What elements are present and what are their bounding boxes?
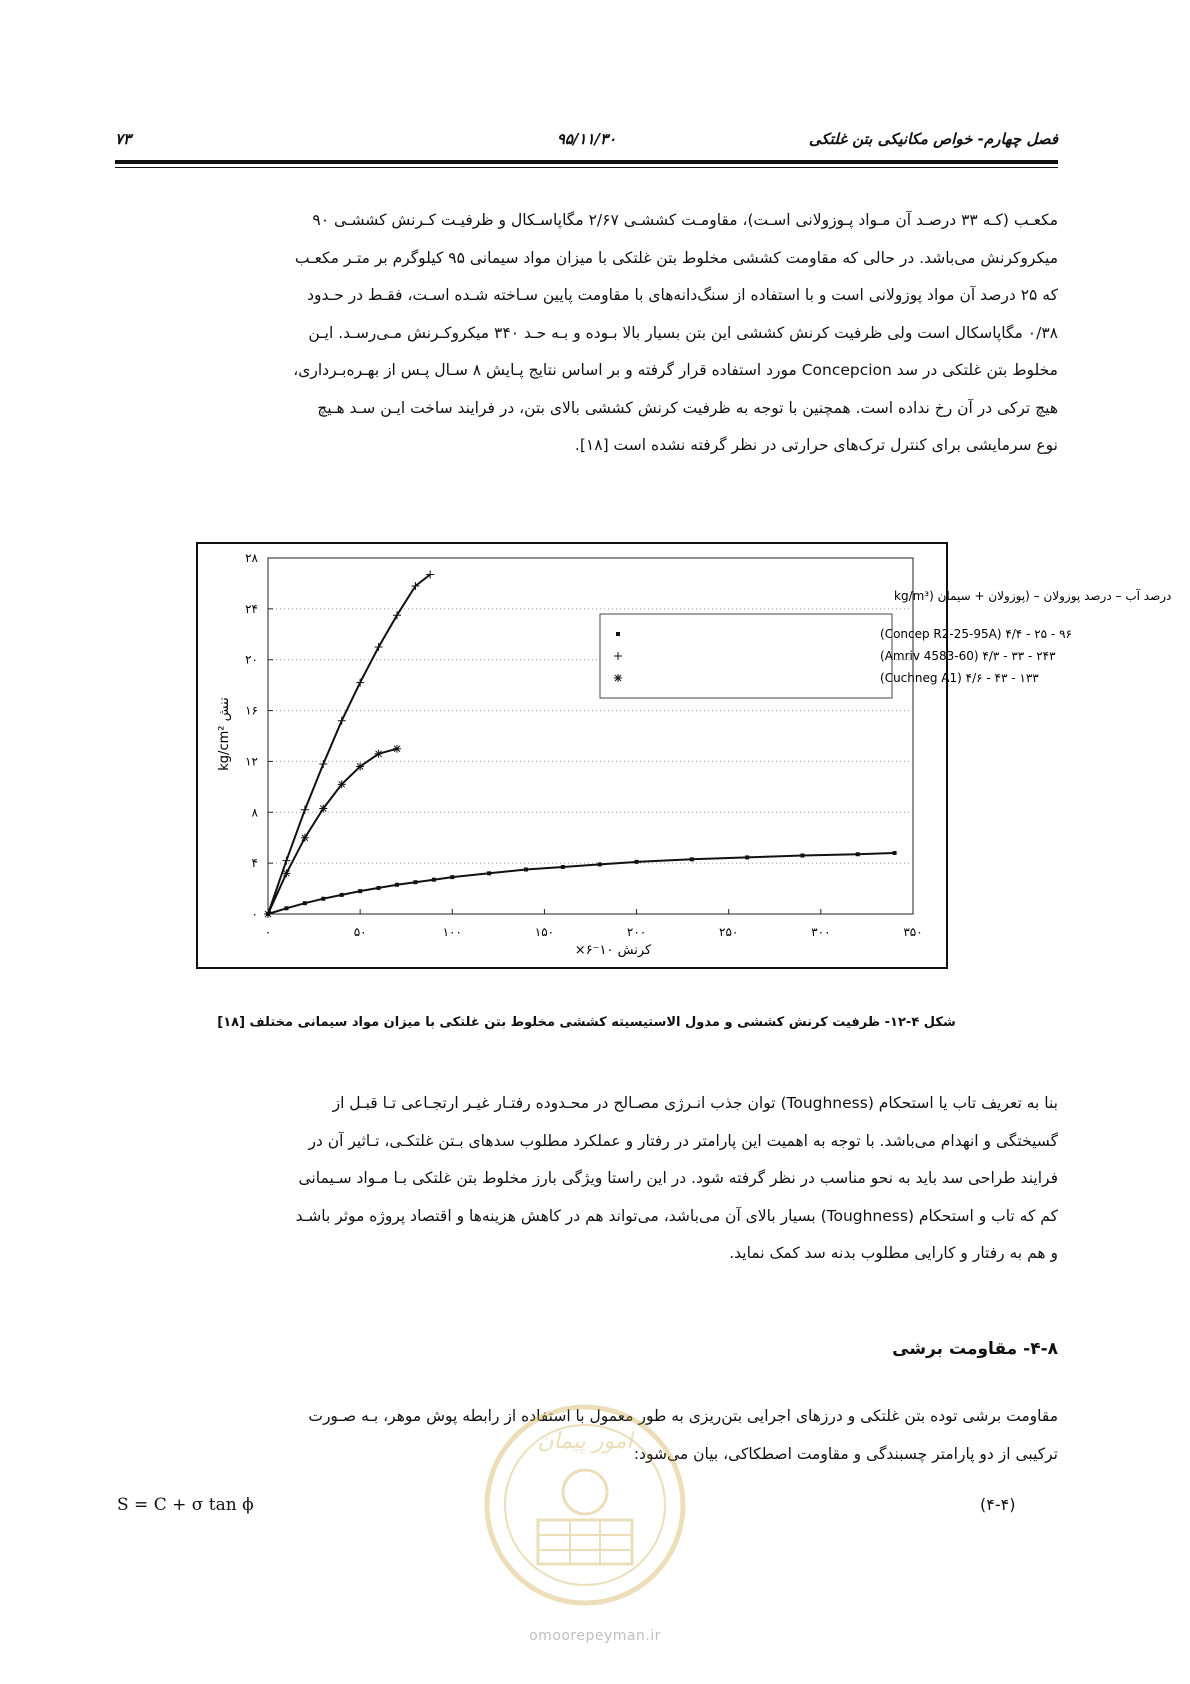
page-number: ۷۳ bbox=[115, 130, 132, 148]
series-3 bbox=[264, 745, 401, 918]
data-point-plus bbox=[356, 679, 364, 687]
text-line: که ۲۵ درصد آن مواد پوزولانی است و با استفاده از سنگ‌دانه‌های با مقاومت پایین سـاخته شـده اسـت، فقـط در حـدود bbox=[307, 286, 1058, 304]
data-point-square bbox=[561, 865, 565, 869]
watermark-site: omoorepeyman.ir bbox=[529, 1628, 661, 1644]
legend-box bbox=[600, 614, 892, 698]
data-point-square bbox=[745, 855, 749, 859]
paragraph-toughness bbox=[115, 1085, 1058, 1273]
figure-frame bbox=[196, 542, 1172, 969]
data-point-square bbox=[893, 851, 897, 855]
data-point-square bbox=[450, 875, 454, 879]
text-line: هیچ ترکی در آن رخ نداده است. همچنین با توجه به ظرفیت کرنش کششی بالای بتن، در فرایند ساخت ایـن سـد هـیچ bbox=[317, 398, 1058, 417]
data-point-square bbox=[303, 901, 307, 905]
paragraph-tensile-capacity bbox=[115, 202, 1058, 465]
series-1 bbox=[266, 851, 897, 916]
legend bbox=[600, 588, 1171, 698]
data-point-square bbox=[487, 871, 491, 875]
text-line: کم که تاب و استحکام (Toughness) بسیار بالای آن می‌باشد، می‌تواند هم در کاهش هزینه‌ها و اقتصاد پروژه موثر باشـد bbox=[295, 1206, 1058, 1225]
data-point-square bbox=[395, 883, 399, 887]
section-heading: ۴-۸- مقاومت برشی bbox=[892, 1339, 1058, 1359]
x-tick-label: ۳۰۰ bbox=[811, 925, 831, 939]
data-point-square bbox=[598, 862, 602, 866]
header-rule-thin bbox=[115, 167, 1058, 168]
data-point-asterisk bbox=[319, 804, 327, 812]
x-axis-label: کرنش ۱۰⁻۶× bbox=[574, 943, 652, 958]
text-line: و هم به رفتار و کارایی مطلوب بدنه سد کمک نماید. bbox=[729, 1244, 1058, 1262]
data-point-square bbox=[690, 857, 694, 861]
data-point-asterisk bbox=[264, 910, 272, 918]
data-point-asterisk bbox=[338, 780, 346, 788]
y-axis-label: تنش kg/cm² bbox=[217, 697, 232, 771]
legend-entry-label: ۹۶ - ۲۵ - ۴/۴ (Concep R2-25-95A) bbox=[880, 627, 1072, 641]
text-line: میکروکرنش می‌باشد. در حالی که مقاومت کششی مخلوط بتن غلتکی با میزان مواد سیمانی ۹۵ کیلوگرم بر متـر مکعـب bbox=[294, 248, 1058, 267]
x-tick-label: ۳۵۰ bbox=[903, 925, 923, 939]
equation-number: (۴-۴) bbox=[980, 1495, 1016, 1514]
running-header bbox=[115, 130, 1058, 154]
figure-caption: شکل ۴-۱۲- ظرفیت کرنش کششی و مدول الاستیسیته کششی مخلوط بتن غلتکی با میزان مواد سیمانی مختلف [۱۸] bbox=[217, 1015, 956, 1030]
data-point-square bbox=[800, 854, 804, 858]
header-rule-thick bbox=[115, 160, 1058, 164]
text-line: نوع سرمایشی برای کنترل ترک‌های حرارتی در نظر گرفته نشده است [۱۸]. bbox=[574, 436, 1058, 454]
data-point-plus bbox=[301, 806, 309, 814]
data-point-square bbox=[856, 852, 860, 856]
x-tick-label: ۵۰ bbox=[353, 925, 367, 939]
text-line: گسیختگی و انهدام می‌باشد. با توجه به اهمیت این پارامتر در رفتار و عملکرد مطلوب سدهای بـتن غلتکـی، تـاثیر آن در bbox=[308, 1131, 1058, 1150]
data-point-square bbox=[377, 886, 381, 890]
y-tick-label: ۴ bbox=[251, 856, 258, 871]
data-point-square bbox=[524, 868, 528, 872]
data-point-asterisk bbox=[356, 763, 364, 771]
data-point-asterisk bbox=[393, 745, 401, 753]
text-line: مقاومت برشی توده بتن غلتکی و درزهای اجرایی بتن‌ریزی به طور معمول با استفاده از رابطه پوش موهر، بـه صـورت bbox=[308, 1407, 1058, 1425]
legend-entry-label: ۲۴۳ - ۳۳ - ۴/۳ (Amriv 4583-60) bbox=[880, 649, 1056, 663]
x-tick-label: ۰ bbox=[264, 925, 272, 939]
chapter-title: فصل چهارم- خواص مکانیکی بتن غلتکی bbox=[808, 130, 1058, 148]
equation-formula: S = C + σ tan ϕ bbox=[117, 1495, 254, 1515]
text-line: مکعـب (کـه ۳۳ درصـد آن مـواد پـوزولانی اسـت)، مقاومـت کششـی ۲/۶۷ مگاپاسـکال و ظرفیـت کـرنش کششـی ۹۰ bbox=[312, 211, 1058, 229]
legend-entry-label: ۱۳۳ - ۴۳ - ۴/۶ (Cuchneg A1) bbox=[880, 671, 1039, 685]
y-tick-label: ۱۶ bbox=[245, 703, 258, 718]
series-line bbox=[268, 853, 895, 914]
text-line: ۰/۳۸ مگاپاسکال است ولی ظرفیت کرنش کششی این بتن بسیار بالا بـوده و بـه حـد ۳۴۰ میکروکـرنش مـی‌رسـد. ایـن bbox=[308, 323, 1058, 342]
text-line: فرایند طراحی سد باید به نحو مناسب در نظر گرفته شود. در این راستا ویژگی بارز مخلوط بتن غلتکی بـا مـواد سـیمانی bbox=[298, 1169, 1058, 1187]
data-point-asterisk bbox=[282, 869, 290, 877]
text-line: ترکیبی از دو پارامتر چسبندگی و مقاومت اصطکاکی، بیان می‌شود: bbox=[633, 1444, 1058, 1463]
legend-title: درصد آب – درصد پوزولان – (پوزولان + سیمان (kg/m³ bbox=[894, 589, 1172, 603]
y-tick-label: ۱۲ bbox=[245, 754, 258, 769]
text-line: مخلوط بتن غلتکی در سد Concepcion مورد استفاده قرار گرفته و بر اساس نتایج پـایش ۸ سـال پـس از بهـره‌بـرداری، bbox=[293, 361, 1058, 379]
data-point-asterisk bbox=[301, 834, 309, 842]
svg-text:امور پیمان: امور پیمان bbox=[537, 1429, 633, 1454]
data-point-asterisk bbox=[614, 674, 622, 682]
y-tick-label: ۲۰ bbox=[245, 652, 258, 667]
header-date: ۹۵/۱۱/۳۰ bbox=[556, 130, 617, 148]
data-point-plus bbox=[282, 857, 290, 865]
y-tick-label: ۲۴ bbox=[245, 601, 258, 616]
data-point-square bbox=[616, 632, 620, 636]
data-point-square bbox=[358, 889, 362, 893]
x-tick-label: ۲۰۰ bbox=[626, 925, 647, 939]
data-point-square bbox=[340, 893, 344, 897]
x-tick-label: ۱۰۰ bbox=[442, 925, 462, 939]
y-tick-label: ۲۸ bbox=[245, 551, 258, 565]
x-tick-label: ۱۵۰ bbox=[534, 925, 555, 939]
watermark-seal-icon bbox=[480, 1400, 690, 1610]
data-point-square bbox=[321, 897, 325, 901]
text-line: بنا به تعریف تاب یا استحکام (Toughness) توان جذب انـرژی مصـالح در محـدوده رفتـار غیـر ارتجـاعی تـا قبـل از bbox=[332, 1094, 1058, 1112]
y-tick-label: ۰ bbox=[251, 907, 258, 921]
data-point-asterisk bbox=[375, 750, 383, 758]
y-tick-label: ۸ bbox=[251, 805, 258, 820]
data-point-square bbox=[413, 880, 417, 884]
data-point-plus bbox=[338, 717, 346, 725]
data-point-square bbox=[432, 878, 436, 882]
data-point-square bbox=[635, 860, 639, 864]
plot-area-border bbox=[268, 558, 913, 914]
data-point-square bbox=[284, 906, 288, 910]
stress-strain-chart bbox=[198, 544, 1172, 967]
x-tick-label: ۲۵۰ bbox=[719, 925, 739, 939]
